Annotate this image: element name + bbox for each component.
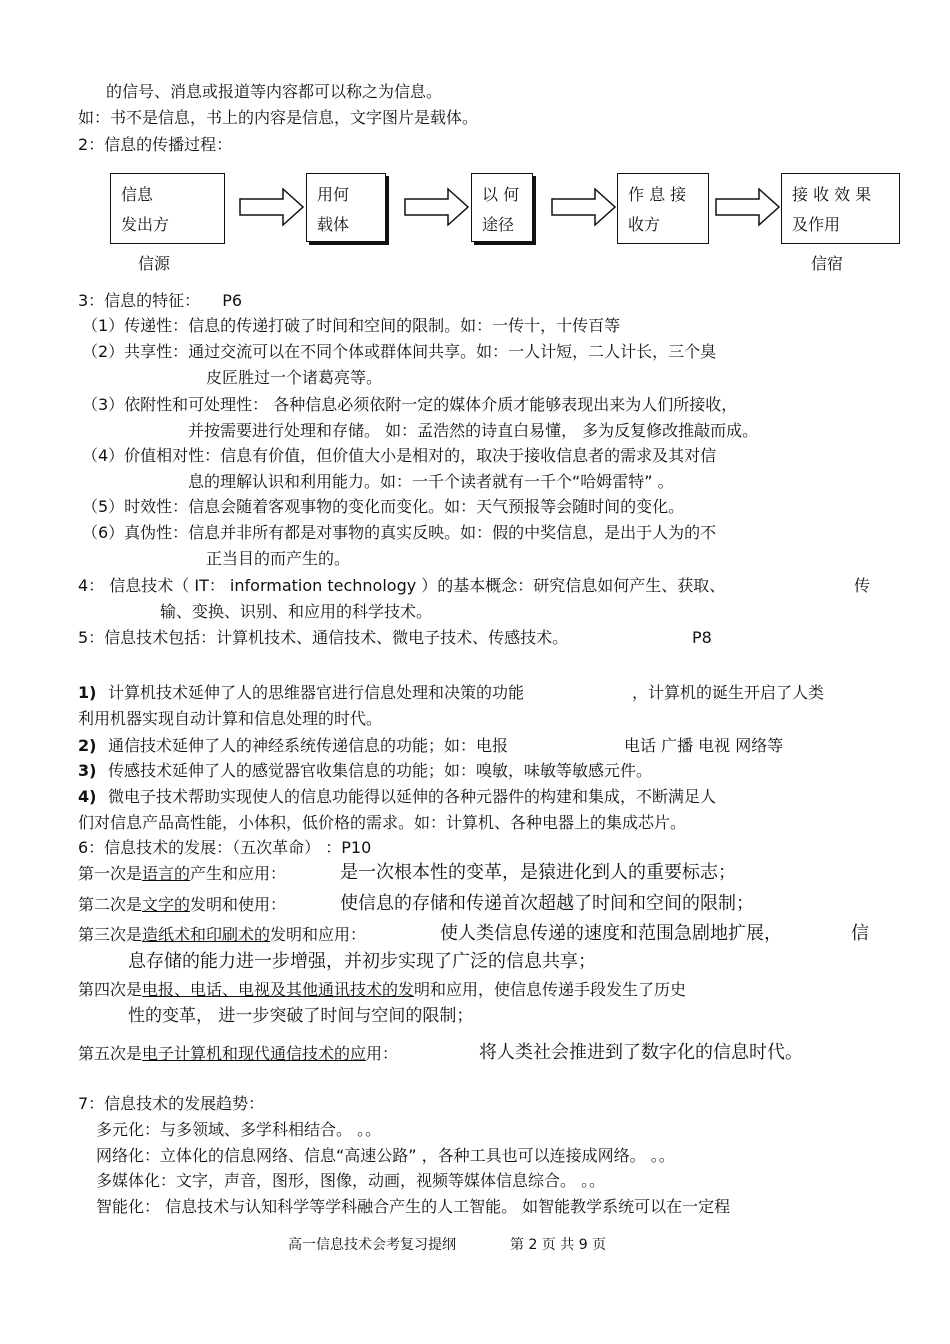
trend-item: 多元化：与多领域、多学科相结合。 。。: [96, 1120, 382, 1139]
section-5-page-ref: P8: [692, 628, 712, 647]
revolution-action: 用：: [366, 1044, 399, 1063]
tech-item-2: 通信技术延伸了人的神经系统传递信息的功能；如：电报: [108, 736, 509, 755]
box-sender-line1: 信息: [121, 185, 154, 204]
revolution-3-desc: 使人类信息传递的速度和范围急剧地扩展，: [440, 923, 782, 944]
section-4-line-1: 4： 信息技术（ IT： information technology ）的基本概念：研究信息如何产生、获取、: [78, 576, 726, 595]
revolution-2: [78, 894, 286, 916]
feature-item-cont: 正当目的而产生的。: [206, 549, 351, 568]
revolution-subject: 电报、电话、电视及其他通讯技术的发: [142, 980, 415, 999]
revolution-action: 明和应用，使信息传递手段发生了历史: [414, 980, 687, 999]
box-sender-line2: 发出方: [121, 215, 170, 234]
box-channel: [471, 173, 533, 242]
section-5-text: 5：信息技术包括：计算机技术、通信技术、微电子技术、传感技术。: [78, 628, 569, 647]
revolution-action: 发明和使用：: [190, 895, 287, 914]
box-carrier-line2: 载体: [317, 215, 350, 234]
revolution-ordinal: 第一次是: [78, 864, 143, 883]
revolution-action: 发明和应用：: [270, 925, 367, 944]
revolution-subject: 语言的: [142, 864, 191, 883]
tech-item-4: 微电子技术帮助实现使人的信息功能得以延伸的各种元器件的构建和集成，不断满足人: [108, 787, 717, 806]
tech-item-3: 传感技术延伸了人的感觉器官收集信息的功能；如：嗅敏，味敏等敏感元件。: [108, 761, 653, 780]
tech-item-4-cont: 们对信息产品高性能，小体积，低价格的需求。如：计算机、各种电器上的集成芯片。: [78, 813, 687, 832]
arrow-right-icon: [239, 187, 305, 227]
revolution-4: [78, 979, 686, 1001]
revolution-subject: 电子计算机和现代通信技术的应: [142, 1044, 367, 1063]
section-4-line-1-end: 传: [854, 576, 871, 595]
section-2-heading: 2：信息的传播过程：: [78, 135, 233, 154]
footer-page-number: 第 2 页 共 9 页: [510, 1237, 607, 1253]
feature-item: （6）真伪性：信息并非所有都是对事物的真实反映。如：假的中奖信息，是出于人为的不: [82, 523, 717, 542]
feature-item: （4）价值相对性：信息有价值，但价值大小是相对的，取决于接收信息者的需求及其对信: [82, 446, 717, 465]
feature-item-cont: 息的理解认识和利用能力。如：一千个读者就有一千个“哈姆雷特” 。: [188, 472, 674, 491]
box-channel-line2: 途径: [482, 215, 515, 234]
revolution-4-cont: 性的变革， 进一步突破了时间与空间的限制；: [128, 1006, 474, 1026]
tech-item-1: 计算机技术延伸了人的思维器官进行信息处理和决策的功能: [108, 683, 525, 702]
feature-item: （5）时效性：信息会随着客观事物的变化而变化。如：天气预报等会随时间的变化。: [82, 497, 685, 516]
arrow-right-icon: [715, 187, 781, 227]
revolution-5-desc: 将人类社会推进到了数字化的信息时代。: [479, 1042, 803, 1063]
box-receiver: [617, 173, 709, 244]
box-receiver-line1: 作 息 接: [628, 185, 687, 204]
revolution-3: [78, 924, 366, 946]
section-7-heading: 7：信息技术的发展趋势：: [78, 1094, 265, 1113]
trend-item: 多媒体化：文字，声音，图形，图像，动画，视频等媒体信息综合。 。。: [96, 1171, 606, 1190]
box-receiver-line2: 收方: [628, 215, 661, 234]
feature-item-cont: 皮匠胜过一个诸葛亮等。: [206, 368, 383, 387]
revolution-1-desc: 是一次根本性的变革，是猿进化到人的重要标志；: [340, 862, 736, 883]
feature-item: （3）依附性和可处理性： 各种信息必须依附一定的媒体介质才能够表现出来为人们所接收，: [82, 395, 738, 414]
box-effect: [781, 173, 900, 244]
revolution-action: 产生和应用：: [190, 864, 287, 883]
feature-item: （2）共享性：通过交流可以在不同个体或群体间共享。如：一人计短，二人计长，三个臭: [82, 342, 717, 361]
label-source: 信源: [138, 254, 171, 273]
intro-line-1: 的信号、消息或报道等内容都可以称之为信息。: [106, 82, 443, 101]
section-3-heading: [78, 291, 242, 311]
revolution-ordinal: 第五次是: [78, 1044, 143, 1063]
section-3-heading-text: 3：信息的特征：: [78, 291, 201, 310]
revolution-1: [78, 863, 286, 885]
revolution-3-cont: 息存储的能力进一步增强，并初步实现了广泛的信息共享；: [128, 951, 596, 972]
footer-title: 高一信息技术会考复习提纲: [288, 1237, 456, 1253]
revolution-5: [78, 1043, 398, 1065]
box-effect-line2: 及作用: [792, 215, 841, 234]
label-sink: 信宿: [811, 254, 844, 273]
revolution-ordinal: 第四次是: [78, 980, 143, 999]
tech-item-1-cont: 利用机器实现自动计算和信息处理的时代。: [78, 709, 383, 728]
tech-item-number: 1): [78, 683, 97, 702]
feature-item: （1）传递性：信息的传递打破了时间和空间的限制。如：一传十，十传百等: [82, 316, 621, 335]
tech-item-number: 4): [78, 787, 97, 806]
revolution-ordinal: 第二次是: [78, 895, 143, 914]
tech-item-1-end: ，计算机的诞生开启了人类: [632, 683, 825, 702]
box-effect-line1: 接 收 效 果: [792, 185, 872, 204]
trend-item: 网络化：立体化的信息网络、信息“高速公路” ，各种工具也可以连接成网络。 。。: [96, 1146, 675, 1165]
box-carrier-line1: 用何: [317, 185, 350, 204]
section-3-page-ref: P6: [222, 291, 243, 310]
arrow-right-icon: [404, 187, 470, 227]
box-sender: [110, 173, 225, 244]
feature-item-cont: 并按需要进行处理和存储。 如：孟浩然的诗直白易懂， 多为反复修改推敲而成。: [188, 421, 759, 440]
tech-item-number: 3): [78, 761, 97, 780]
tech-item-2-end: 电话 广播 电视 网络等: [624, 736, 784, 755]
revolution-subject: 文字的: [142, 895, 191, 914]
box-carrier: [306, 173, 386, 242]
trend-item: 智能化： 信息技术与认知科学等学科融合产生的人工智能。 如智能教学系统可以在一定程: [96, 1197, 731, 1216]
revolution-ordinal: 第三次是: [78, 925, 143, 944]
tech-item-number: 2): [78, 736, 97, 755]
revolution-2-desc: 使信息的存储和传递首次超越了时间和空间的限制；: [340, 893, 754, 914]
intro-line-2: 如：书不是信息，书上的内容是信息，文字图片是载体。: [78, 108, 479, 127]
arrow-right-icon: [551, 187, 617, 227]
revolution-subject: 造纸术和印刷术的: [142, 925, 271, 944]
box-channel-line1: 以 何: [482, 185, 520, 204]
revolution-3-desc-end: 信: [851, 923, 869, 944]
section-6-heading: 6：信息技术的发展：（五次革命） ：P10: [78, 838, 372, 857]
section-4-line-2: 输、变换、识别、和应用的科学技术。: [160, 602, 433, 621]
